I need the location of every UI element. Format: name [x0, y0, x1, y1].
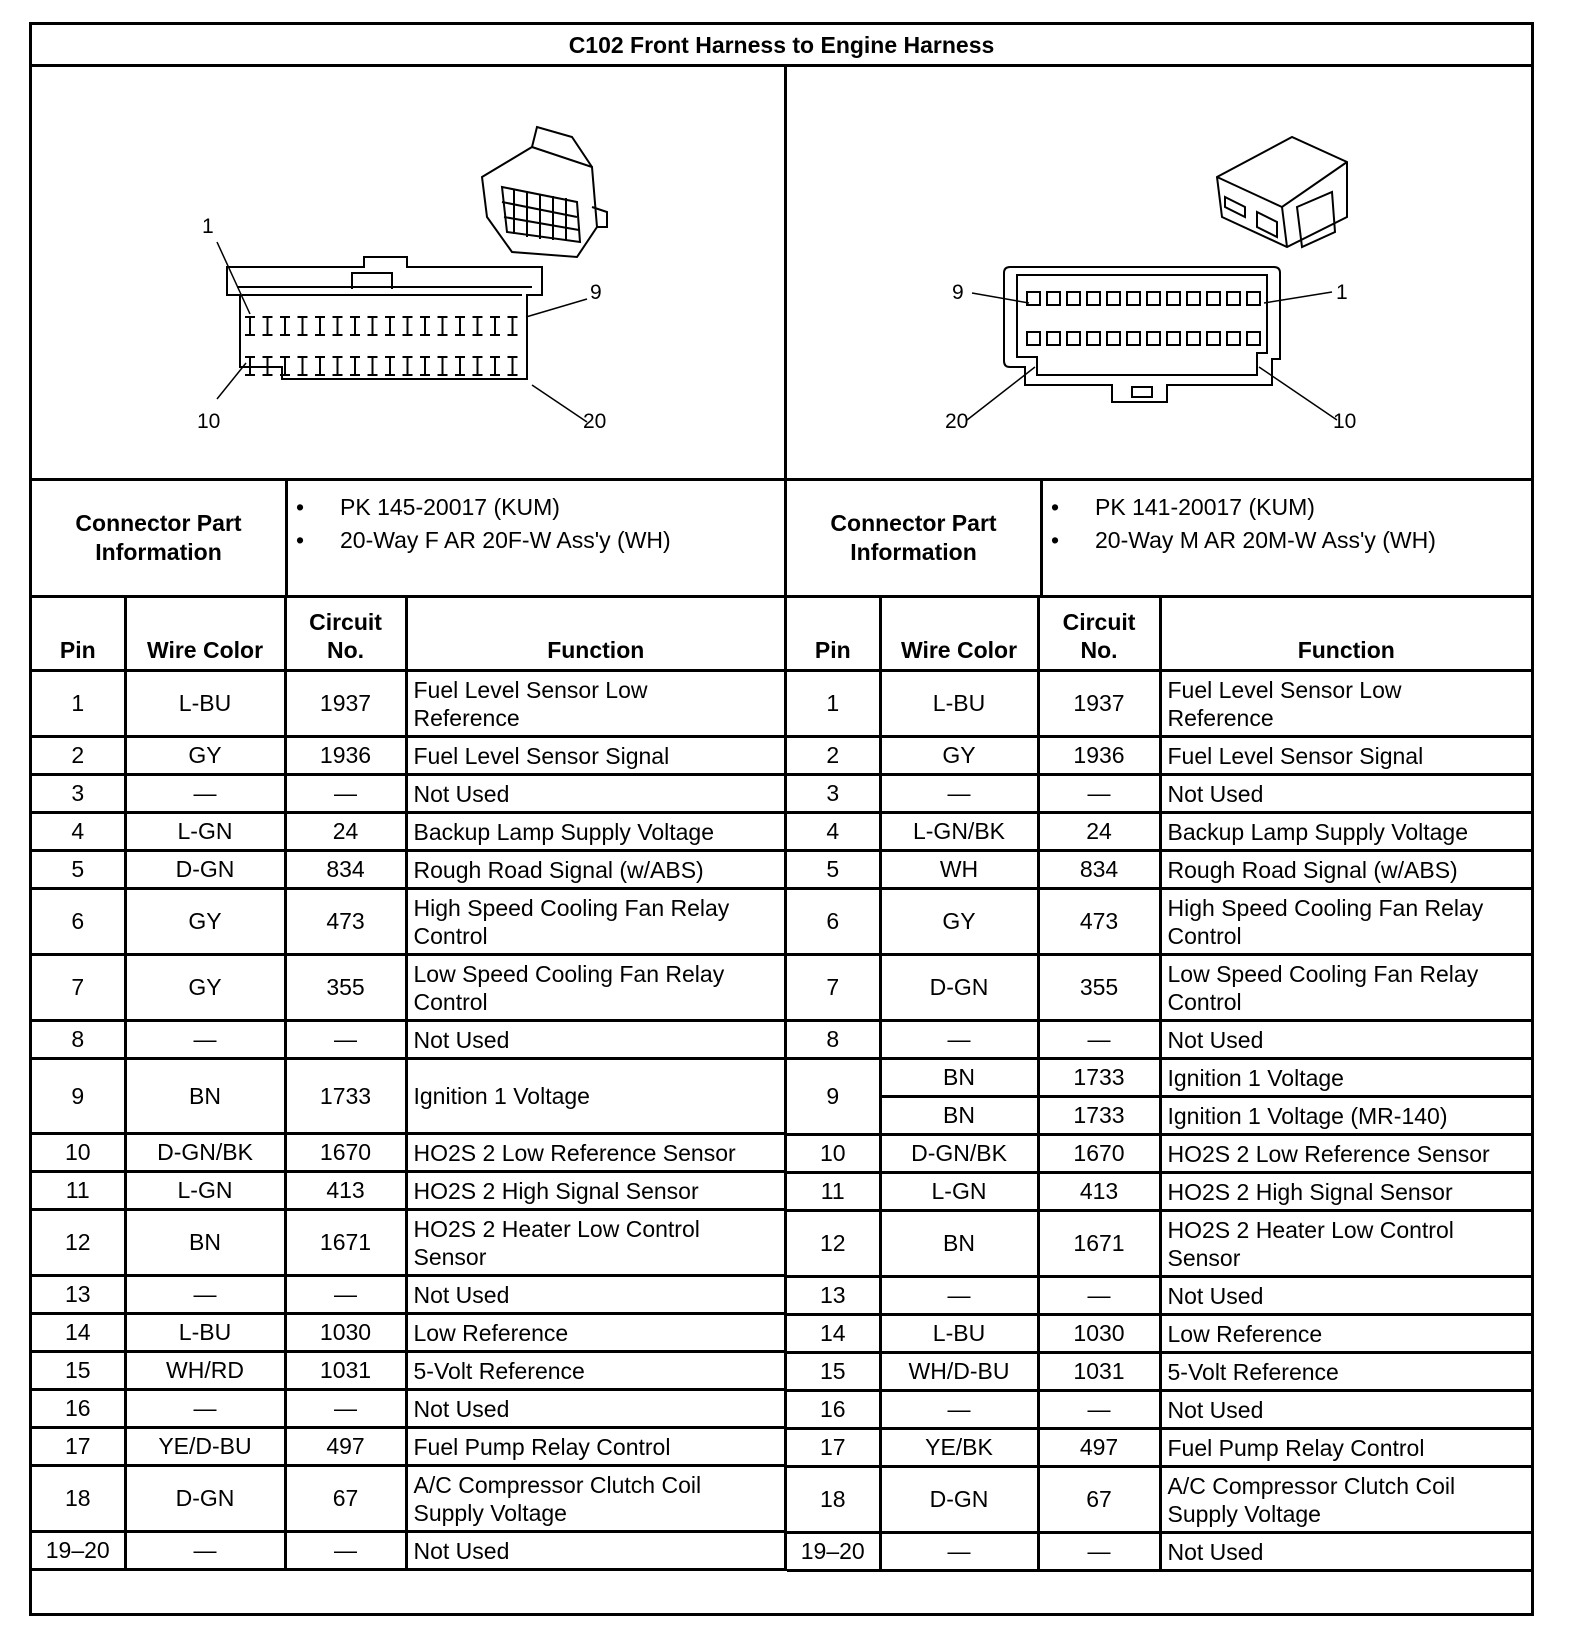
wire-color-cell: L-GN	[125, 1172, 285, 1210]
circuit-no-cell: —	[1038, 1391, 1160, 1429]
function-cell: Low Speed Cooling Fan Relay Control	[406, 955, 786, 1021]
table-row	[32, 1134, 786, 1172]
connector-part-info-male	[787, 481, 1531, 598]
connector-part-info-label	[32, 481, 288, 595]
pin-cavity	[1187, 292, 1200, 305]
pin-cavity	[298, 317, 308, 335]
pin-cell: 15	[32, 1352, 125, 1390]
pin-cell: 19–20	[787, 1533, 880, 1571]
circuit-no-cell: 1030	[285, 1314, 406, 1352]
function-cell: Not Used	[1160, 775, 1531, 813]
wire-color-cell: WH/D-BU	[880, 1353, 1038, 1391]
connector-diagram-male	[787, 67, 1531, 481]
pin-1-callout: 1	[202, 215, 214, 238]
circuit-no-cell: 355	[285, 955, 406, 1021]
table-row	[787, 955, 1531, 1021]
table-row	[787, 1429, 1531, 1467]
pin-cavity	[315, 357, 325, 375]
function-cell: HO2S 2 High Signal Sensor	[406, 1172, 786, 1210]
function-cell: High Speed Cooling Fan Relay Control	[406, 889, 786, 955]
circuit-no-cell: —	[1038, 1021, 1160, 1059]
circuit-no-cell: 1030	[1038, 1315, 1160, 1353]
male-connector-face-view	[1004, 267, 1280, 402]
pin-cavity	[385, 357, 395, 375]
pin-cell: 11	[787, 1173, 880, 1211]
circuit-no-cell: 1671	[1038, 1211, 1160, 1277]
function-cell: HO2S 2 Heater Low Control Sensor	[1160, 1211, 1531, 1277]
pin-cell: 12	[787, 1211, 880, 1277]
table-header-row	[787, 598, 1531, 671]
table-row	[787, 671, 1531, 737]
wire-color-cell: L-GN	[880, 1173, 1038, 1211]
pin-cavity	[473, 357, 483, 375]
pin-cavity	[403, 357, 413, 375]
circuit-no-cell: 1733	[285, 1059, 406, 1134]
pin-cavity	[333, 357, 343, 375]
pin-cavity	[455, 357, 465, 375]
table-row	[787, 889, 1531, 955]
pin-cavity	[403, 317, 413, 335]
pin-cavity	[1127, 292, 1140, 305]
circuit-no-cell: 1936	[1038, 737, 1160, 775]
pin-9-callout: 9	[952, 281, 964, 304]
pin-cell: 19–20	[32, 1532, 125, 1570]
wire-color-cell: —	[125, 1390, 285, 1428]
table-row	[32, 737, 786, 775]
pin-cell: 2	[32, 737, 125, 775]
wire-color-cell: D-GN	[125, 1466, 285, 1532]
pin-cell: 18	[32, 1466, 125, 1532]
wire-color-cell: —	[125, 1021, 285, 1059]
circuit-no-cell: 67	[285, 1466, 406, 1532]
table-row	[787, 1277, 1531, 1315]
function-cell: Fuel Level Sensor Signal	[1160, 737, 1531, 775]
pin-10-callout: 10	[1333, 410, 1357, 433]
wire-color-cell: BN	[880, 1211, 1038, 1277]
part-number-item: • 20-Way M AR 20M-W Ass'y (WH)	[1095, 524, 1436, 557]
function-cell: Fuel Level Sensor Low Reference	[406, 671, 786, 737]
table-row	[32, 1428, 786, 1466]
pin-cavity	[280, 317, 290, 335]
female-connector-drawing	[32, 67, 784, 478]
wire-color-cell: —	[125, 775, 285, 813]
pin-cavity	[455, 317, 465, 335]
wire-color-cell: GY	[880, 737, 1038, 775]
circuit-no-cell: 24	[285, 813, 406, 851]
male-connector-iso-view	[1217, 137, 1347, 247]
pin-cavity	[1107, 292, 1120, 305]
function-cell: Not Used	[406, 1532, 786, 1570]
male-connector-drawing	[787, 67, 1531, 478]
pin-cell: 17	[787, 1429, 880, 1467]
table-row	[32, 1532, 786, 1570]
pin-cavity	[1067, 332, 1080, 345]
pin-cavity	[1247, 332, 1260, 345]
pin-cavity	[385, 317, 395, 335]
circuit-no-cell: —	[1038, 1277, 1160, 1315]
circuit-no-cell: 355	[1038, 955, 1160, 1021]
pin-cell: 1	[32, 671, 125, 737]
wire-color-cell: WH/RD	[125, 1352, 285, 1390]
function-cell: Ignition 1 Voltage	[406, 1059, 786, 1134]
pin-cavity	[1047, 332, 1060, 345]
table-row	[32, 1059, 786, 1134]
pin-cell: 6	[787, 889, 880, 955]
pin-cell: 15	[787, 1353, 880, 1391]
connector-diagram-female	[32, 67, 787, 481]
table-row	[787, 1059, 1531, 1097]
header-pin: Pin	[787, 598, 880, 671]
function-cell: Fuel Pump Relay Control	[406, 1428, 786, 1466]
connector-part-info-female	[32, 481, 787, 598]
female-pin-cavities	[245, 317, 518, 375]
circuit-no-cell: 473	[285, 889, 406, 955]
pin-cavity	[1167, 332, 1180, 345]
function-cell: Not Used	[1160, 1277, 1531, 1315]
wire-color-cell: —	[880, 1277, 1038, 1315]
table-row	[32, 1210, 786, 1276]
pinout-rows	[32, 671, 786, 1570]
circuit-no-cell: 1031	[1038, 1353, 1160, 1391]
pin-cell: 4	[787, 813, 880, 851]
circuit-no-cell: 1937	[1038, 671, 1160, 737]
wire-color-cell: L-BU	[880, 671, 1038, 737]
circuit-no-cell: —	[285, 1276, 406, 1314]
table-row	[32, 1390, 786, 1428]
part-number-item: • PK 141-20017 (KUM)	[1095, 491, 1436, 524]
pin-cavity	[298, 357, 308, 375]
table-row	[32, 1172, 786, 1210]
function-cell: A/C Compressor Clutch Coil Supply Voltage	[406, 1466, 786, 1532]
wire-color-cell: D-GN	[125, 851, 285, 889]
pin-cell: 14	[787, 1315, 880, 1353]
function-cell: Backup Lamp Supply Voltage	[1160, 813, 1531, 851]
wire-color-cell: L-BU	[880, 1315, 1038, 1353]
function-cell: A/C Compressor Clutch Coil Supply Voltage	[1160, 1467, 1531, 1533]
pin-cell: 9	[787, 1059, 880, 1135]
table-row	[787, 851, 1531, 889]
header-pin: Pin	[32, 598, 125, 671]
table-row	[32, 1314, 786, 1352]
part-number-list	[288, 491, 671, 557]
connector-sheet	[29, 22, 1534, 1616]
pin-cavity	[1147, 332, 1160, 345]
pinout-table-female	[32, 598, 787, 1571]
table-row	[32, 1276, 786, 1314]
pin-cell: 4	[32, 813, 125, 851]
pin-cell: 13	[32, 1276, 125, 1314]
page-title: C102 Front Harness to Engine Harness	[32, 25, 1531, 67]
part-number-list	[1043, 491, 1436, 557]
circuit-no-cell: 1733	[1038, 1097, 1160, 1135]
pin-cell: 1	[787, 671, 880, 737]
circuit-no-cell: 413	[285, 1172, 406, 1210]
pin-1-callout: 1	[1336, 281, 1348, 304]
pin-cavity	[368, 317, 378, 335]
wire-color-cell: GY	[125, 955, 285, 1021]
pin-cell: 17	[32, 1428, 125, 1466]
pin-cavity	[350, 317, 360, 335]
part-number-item: • 20-Way F AR 20F-W Ass'y (WH)	[340, 524, 671, 557]
circuit-no-cell: —	[285, 1390, 406, 1428]
pin-cavity	[1087, 292, 1100, 305]
pin-cavity	[368, 357, 378, 375]
table-row	[32, 671, 786, 737]
pin-cell: 10	[787, 1135, 880, 1173]
wire-color-cell: L-GN	[125, 813, 285, 851]
pin-cavity	[438, 357, 448, 375]
pin-cavity	[420, 317, 430, 335]
table-row	[32, 1352, 786, 1390]
function-cell: Not Used	[1160, 1533, 1531, 1571]
wire-color-cell: —	[880, 1391, 1038, 1429]
pin-cavity	[1167, 292, 1180, 305]
function-cell: HO2S 2 Low Reference Sensor	[1160, 1135, 1531, 1173]
circuit-no-cell: —	[1038, 775, 1160, 813]
function-cell: Fuel Pump Relay Control	[1160, 1429, 1531, 1467]
circuit-no-cell: —	[1038, 1533, 1160, 1571]
pin-cavity	[1047, 292, 1060, 305]
pin-cavity	[1027, 332, 1040, 345]
pin-cavity	[508, 357, 518, 375]
pin-cavity	[1107, 332, 1120, 345]
pin-cell: 10	[32, 1134, 125, 1172]
table-row	[787, 1135, 1531, 1173]
male-pin-cavities	[1027, 292, 1260, 345]
wire-color-cell: YE/BK	[880, 1429, 1038, 1467]
table-row	[787, 1097, 1531, 1135]
wire-color-cell: L-GN/BK	[880, 813, 1038, 851]
pin-cavity	[508, 317, 518, 335]
wire-color-cell: BN	[125, 1059, 285, 1134]
table-row	[787, 1391, 1531, 1429]
wire-color-cell: D-GN/BK	[125, 1134, 285, 1172]
circuit-no-cell: 1937	[285, 671, 406, 737]
table-row	[32, 889, 786, 955]
connector-part-info-label	[787, 481, 1043, 595]
pin-cavity	[1147, 292, 1160, 305]
function-cell: Not Used	[1160, 1391, 1531, 1429]
pin-cavity	[350, 357, 360, 375]
table-row	[787, 775, 1531, 813]
wire-color-cell: L-BU	[125, 1314, 285, 1352]
function-cell: High Speed Cooling Fan Relay Control	[1160, 889, 1531, 955]
function-cell: Not Used	[406, 1276, 786, 1314]
pin-cavity	[1227, 292, 1240, 305]
wire-color-cell: —	[125, 1276, 285, 1314]
function-cell: Low Reference	[1160, 1315, 1531, 1353]
table-row	[787, 1021, 1531, 1059]
pin-cavity	[1067, 292, 1080, 305]
wire-color-cell: D-GN/BK	[880, 1135, 1038, 1173]
pin-cell: 7	[32, 955, 125, 1021]
pin-cavity	[1207, 292, 1220, 305]
wire-color-cell: BN	[880, 1059, 1038, 1097]
function-cell: Low Speed Cooling Fan Relay Control	[1160, 955, 1531, 1021]
circuit-no-cell: —	[285, 1021, 406, 1059]
pin-cell: 6	[32, 889, 125, 955]
pin-cavity	[420, 357, 430, 375]
pin-cavity	[263, 317, 273, 335]
function-cell: Fuel Level Sensor Signal	[406, 737, 786, 775]
table-row	[787, 1467, 1531, 1533]
header-function: Function	[406, 598, 786, 671]
pin-20-callout: 20	[945, 410, 969, 433]
function-cell: Fuel Level Sensor Low Reference	[1160, 671, 1531, 737]
info-label-line-2: Information	[850, 539, 977, 565]
pin-cell: 16	[32, 1390, 125, 1428]
pin-cell: 12	[32, 1210, 125, 1276]
pin-cavity	[473, 317, 483, 335]
pin-cell: 5	[787, 851, 880, 889]
pin-cell: 14	[32, 1314, 125, 1352]
table-row	[787, 1211, 1531, 1277]
pin-cavity	[1187, 332, 1200, 345]
header-circuit-no: Circuit No.	[1038, 598, 1160, 671]
pin-cell: 13	[787, 1277, 880, 1315]
pin-20-callout: 20	[583, 410, 607, 433]
circuit-no-cell: 834	[1038, 851, 1160, 889]
function-cell: 5-Volt Reference	[1160, 1353, 1531, 1391]
circuit-no-cell: —	[285, 1532, 406, 1570]
wire-color-cell: —	[880, 1533, 1038, 1571]
header-function: Function	[1160, 598, 1531, 671]
function-cell: Rough Road Signal (w/ABS)	[406, 851, 786, 889]
function-cell: Not Used	[406, 1021, 786, 1059]
function-cell: Not Used	[1160, 1021, 1531, 1059]
table-row	[32, 851, 786, 889]
pin-cavity	[315, 317, 325, 335]
pin-cavity	[1127, 332, 1140, 345]
function-cell: HO2S 2 High Signal Sensor	[1160, 1173, 1531, 1211]
table-row	[787, 1173, 1531, 1211]
function-cell: Not Used	[406, 1390, 786, 1428]
table-row	[787, 813, 1531, 851]
circuit-no-cell: 497	[285, 1428, 406, 1466]
wire-color-cell: GY	[125, 889, 285, 955]
pin-cell: 18	[787, 1467, 880, 1533]
circuit-no-cell: 1031	[285, 1352, 406, 1390]
wire-color-cell: WH	[880, 851, 1038, 889]
info-label-line-1: Connector Part	[75, 510, 242, 536]
function-cell: HO2S 2 Low Reference Sensor	[406, 1134, 786, 1172]
wire-color-cell: GY	[880, 889, 1038, 955]
pin-cell: 2	[787, 737, 880, 775]
pin-cavity	[490, 357, 500, 375]
header-circuit-no: Circuit No.	[285, 598, 406, 671]
pin-cell: 16	[787, 1391, 880, 1429]
wire-color-cell: GY	[125, 737, 285, 775]
circuit-no-cell: 24	[1038, 813, 1160, 851]
function-cell: HO2S 2 Heater Low Control Sensor	[406, 1210, 786, 1276]
circuit-no-cell: 1670	[1038, 1135, 1160, 1173]
pinout-table-male	[787, 598, 1531, 1572]
pin-cell: 7	[787, 955, 880, 1021]
table-row	[32, 775, 786, 813]
wire-color-cell: D-GN	[880, 955, 1038, 1021]
wire-color-cell: D-GN	[880, 1467, 1038, 1533]
circuit-no-cell: 497	[1038, 1429, 1160, 1467]
pin-cavity	[1247, 292, 1260, 305]
function-cell: Backup Lamp Supply Voltage	[406, 813, 786, 851]
info-label-line-2: Information	[95, 539, 222, 565]
function-cell: Not Used	[406, 775, 786, 813]
pin-9-callout: 9	[590, 281, 602, 304]
pin-cavity	[438, 317, 448, 335]
pin-cavity	[1207, 332, 1220, 345]
wire-color-cell: BN	[880, 1097, 1038, 1135]
table-header-row	[32, 598, 786, 671]
wire-color-cell: YE/D-BU	[125, 1428, 285, 1466]
table-row	[787, 1315, 1531, 1353]
function-cell: Low Reference	[406, 1314, 786, 1352]
pinout-rows	[787, 671, 1531, 1571]
table-row	[32, 1021, 786, 1059]
pin-cell: 11	[32, 1172, 125, 1210]
circuit-no-cell: 834	[285, 851, 406, 889]
pin-cell: 9	[32, 1059, 125, 1134]
circuit-no-cell: 67	[1038, 1467, 1160, 1533]
circuit-no-cell: 1671	[285, 1210, 406, 1276]
wire-color-cell: —	[880, 775, 1038, 813]
function-cell: Rough Road Signal (w/ABS)	[1160, 851, 1531, 889]
table-row	[32, 1466, 786, 1532]
table-row	[787, 1533, 1531, 1571]
circuit-no-cell: 1936	[285, 737, 406, 775]
circuit-no-cell: —	[285, 775, 406, 813]
pin-cavity	[1087, 332, 1100, 345]
table-row	[32, 813, 786, 851]
pin-cell: 3	[32, 775, 125, 813]
female-connector-iso-view	[482, 127, 607, 257]
pin-cavity	[1227, 332, 1240, 345]
wire-color-cell: L-BU	[125, 671, 285, 737]
function-cell: Ignition 1 Voltage (MR-140)	[1160, 1097, 1531, 1135]
pin-cavity	[333, 317, 343, 335]
circuit-no-cell: 1733	[1038, 1059, 1160, 1097]
pin-cell: 8	[787, 1021, 880, 1059]
pin-cell: 8	[32, 1021, 125, 1059]
header-wire-color: Wire Color	[125, 598, 285, 671]
pin-cell: 5	[32, 851, 125, 889]
pin-cavity	[490, 317, 500, 335]
pin-cell: 3	[787, 775, 880, 813]
info-label-line-1: Connector Part	[830, 510, 997, 536]
function-cell: Ignition 1 Voltage	[1160, 1059, 1531, 1097]
table-row	[787, 1353, 1531, 1391]
wire-color-cell: BN	[125, 1210, 285, 1276]
function-cell: 5-Volt Reference	[406, 1352, 786, 1390]
header-wire-color: Wire Color	[880, 598, 1038, 671]
pin-10-callout: 10	[197, 410, 221, 433]
circuit-no-cell: 413	[1038, 1173, 1160, 1211]
wire-color-cell: —	[125, 1532, 285, 1570]
wire-color-cell: —	[880, 1021, 1038, 1059]
circuit-no-cell: 473	[1038, 889, 1160, 955]
part-number-item: • PK 145-20017 (KUM)	[340, 491, 671, 524]
pin-cavity	[245, 317, 255, 335]
circuit-no-cell: 1670	[285, 1134, 406, 1172]
table-row	[787, 737, 1531, 775]
table-row	[32, 955, 786, 1021]
